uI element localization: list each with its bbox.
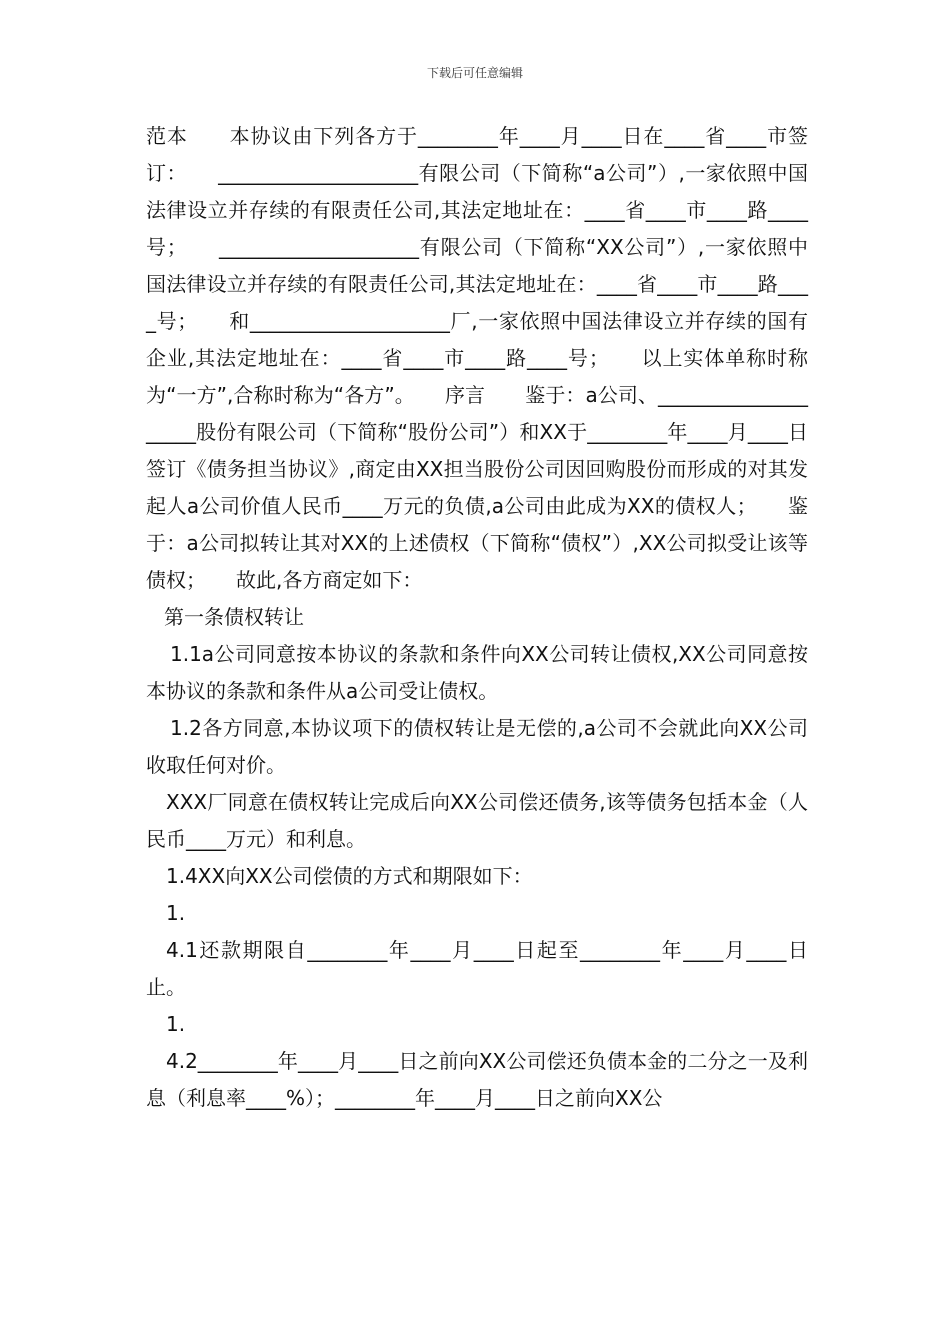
clause-1-4: 1.4XX向XX公司偿债的方式和期限如下： [166,864,533,888]
preamble-paragraph: 范本 本协议由下列各方于________年____月____日在____省____市签订： ____________________有限公司（下简称“a公司”）,一家依照中国法律设立并存续的有限责任公司,其法定地址在：____省____市____路____号； ____________________有限公司（下简称“XX公司”）,一家依照中国法律设立并存续的有限责任公司,其法定地址在：____省____市____路____号； 和____________________厂,一家依照中国法律设立并存续的国有企业,其法定地址在：____省____市____路____号； 以上实体单称时称为“一方”,合称时称为“各方”。 序言 鉴于：a公司、____________________股份有限公司（下简称“股份公司”）和XX于________年____月____日签订《债务担当协议》,商定由XX担当股份公司因回购股份而形成的对其发起人a公司价值人民币____万元的负债,a公司由此成为XX的债权人； 鉴于：a公司拟转让其对XX的上述债权（下简称“债权”）,XX公司拟受让该等债权； 故此,各方商定如下： [146,124,808,592]
clause-1-2: 1.2各方同意,本协议项下的债权转让是无偿的,a公司不会就此向XX公司收取任何对价。 [146,716,808,777]
clause-1-4-1: 4.1还款期限自________年____月____日起至________年____月____日止。 [146,938,808,999]
clause-1-3: XXX厂同意在债权转让完成后向XX公司偿还债务,该等债务包括本金（人民币____万元）和利息。 [146,790,808,851]
document-body [146,118,808,1117]
page-header-note: 下载后可任意编辑 [426,66,523,80]
clause-1-1: 1.1a公司同意按本协议的条款和条件向XX公司转让债权,XX公司同意按本协议的条款和条件从a公司受让债权。 [146,642,808,703]
article-1-heading: 第一条债权转让 [164,605,304,629]
clause-number: 1. [166,1012,186,1036]
clause-1-4-2: 4.2________年____月____日之前向XX公司偿还负债本金的二分之一及利息（利息率____%）；________年____月____日之前向XX公 [146,1049,808,1110]
clause-number: 1. [166,901,186,925]
